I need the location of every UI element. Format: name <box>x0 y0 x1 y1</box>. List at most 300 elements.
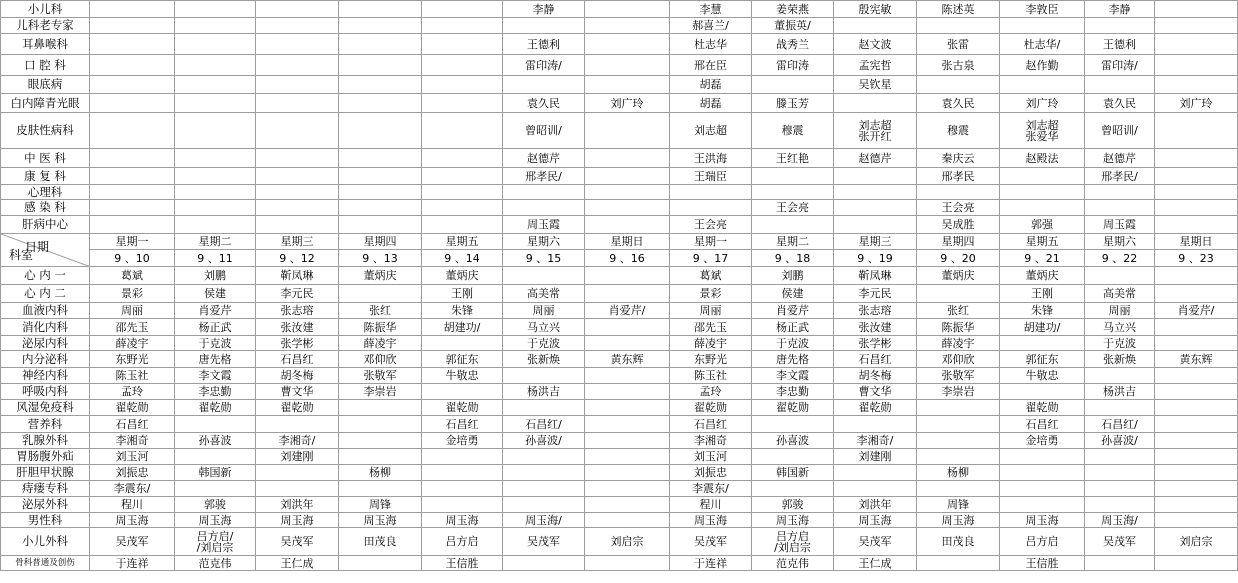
schedule-cell <box>585 465 670 481</box>
schedule-cell <box>339 18 422 34</box>
schedule-cell: 穆震 <box>917 113 1000 149</box>
schedule-cell: 刘广玲 <box>1155 94 1238 113</box>
schedule-cell: 肖爱芹/ <box>1155 303 1238 319</box>
schedule-cell: 杜志华/ <box>1000 34 1085 55</box>
department-label: 肝胆甲状腺 <box>0 465 90 481</box>
schedule-cell <box>752 168 834 185</box>
schedule-cell: 薛凌宇 <box>670 336 752 351</box>
department-label: 神经内科 <box>0 368 90 384</box>
schedule-cell <box>175 416 256 433</box>
schedule-cell: 葛斌 <box>670 267 752 285</box>
department-label: 小儿外科 <box>0 528 90 556</box>
schedule-cell: 高美常 <box>1085 285 1155 303</box>
schedule-cell: 杨柳 <box>339 465 422 481</box>
schedule-cell: 杨柳 <box>917 465 1000 481</box>
cell-line: 吕方启/ <box>196 529 234 543</box>
schedule-cell <box>90 200 175 216</box>
schedule-cell <box>90 185 175 200</box>
schedule-cell: 范克伟 <box>175 556 256 571</box>
schedule-cell: 吴茂军 <box>90 528 175 556</box>
schedule-cell: 孟玲 <box>90 384 175 400</box>
department-label: 消化内科 <box>0 319 90 336</box>
schedule-cell: 李震东/ <box>670 481 752 497</box>
schedule-cell <box>1155 556 1238 571</box>
schedule-cell: 邓仰欣 <box>917 351 1000 368</box>
schedule-cell: 周玉海 <box>834 513 917 528</box>
schedule-cell <box>834 185 917 200</box>
schedule-cell: 陈述英 <box>917 0 1000 18</box>
schedule-cell <box>834 481 917 497</box>
department-label: 口 腔 科 <box>0 55 90 76</box>
schedule-cell <box>175 113 256 149</box>
schedule-cell <box>256 465 339 481</box>
schedule-cell <box>585 497 670 513</box>
schedule-cell <box>1085 267 1155 285</box>
schedule-cell: 张敬军 <box>339 368 422 384</box>
schedule-cell: 郭强 <box>1000 216 1085 234</box>
schedule-cell: 金培勇 <box>422 433 503 449</box>
schedule-cell <box>503 267 585 285</box>
corner-date-label: 日期 <box>24 240 49 254</box>
schedule-cell: 胡冬梅 <box>256 368 339 384</box>
schedule-cell <box>752 185 834 200</box>
schedule-cell <box>256 76 339 94</box>
schedule-cell: 李文霞 <box>175 368 256 384</box>
schedule-cell <box>585 0 670 18</box>
schedule-cell: 曾昭训/ <box>1085 113 1155 149</box>
schedule-cell: 郭骏 <box>175 497 256 513</box>
schedule-cell <box>1000 497 1085 513</box>
schedule-cell <box>503 400 585 416</box>
weekday-header: 星期日 <box>585 234 670 250</box>
schedule-cell: 杨正武 <box>175 319 256 336</box>
schedule-cell <box>585 319 670 336</box>
schedule-cell <box>1155 200 1238 216</box>
schedule-cell <box>917 400 1000 416</box>
schedule-cell: 李湘奇 <box>670 433 752 449</box>
weekday-header: 星期二 <box>752 234 834 250</box>
schedule-cell <box>1155 319 1238 336</box>
schedule-cell: 王仁成 <box>834 556 917 571</box>
schedule-cell <box>834 216 917 234</box>
schedule-cell <box>339 449 422 465</box>
schedule-cell <box>256 0 339 18</box>
department-label: 骨科普通及创伤 <box>0 556 90 571</box>
schedule-cell <box>1085 449 1155 465</box>
schedule-cell: 周玉海 <box>90 513 175 528</box>
schedule-cell <box>1155 433 1238 449</box>
schedule-cell: 吕方启 <box>1000 528 1085 556</box>
date-header: 9 、13 <box>339 250 422 267</box>
schedule-cell: 刘振忠 <box>90 465 175 481</box>
schedule-cell <box>585 18 670 34</box>
schedule-cell: 田茂良 <box>917 528 1000 556</box>
schedule-cell: 周玉海/ <box>1085 513 1155 528</box>
schedule-cell <box>1000 449 1085 465</box>
schedule-cell: 陈玉社 <box>90 368 175 384</box>
schedule-cell: 王刚 <box>422 285 503 303</box>
schedule-cell <box>1155 336 1238 351</box>
schedule-cell: 杨洪吉 <box>1085 384 1155 400</box>
schedule-cell <box>1155 0 1238 18</box>
department-label: 耳鼻喉科 <box>0 34 90 55</box>
schedule-cell <box>422 336 503 351</box>
schedule-cell: 景彩 <box>670 285 752 303</box>
schedule-cell <box>585 400 670 416</box>
schedule-cell <box>1155 149 1238 168</box>
schedule-cell: 石昌红 <box>90 416 175 433</box>
department-label: 风湿免疫科 <box>0 400 90 416</box>
schedule-cell <box>256 113 339 149</box>
schedule-cell <box>1155 416 1238 433</box>
schedule-cell <box>834 416 917 433</box>
date-header: 9 、20 <box>917 250 1000 267</box>
schedule-cell: 张学彬 <box>256 336 339 351</box>
schedule-cell <box>339 94 422 113</box>
schedule-cell: 张汝建 <box>834 319 917 336</box>
schedule-cell <box>585 416 670 433</box>
schedule-cell: 雷印涛 <box>752 55 834 76</box>
schedule-cell <box>917 433 1000 449</box>
schedule-cell: 王会亮 <box>917 200 1000 216</box>
schedule-cell: 张志瑢 <box>256 303 339 319</box>
schedule-cell: 黄东辉 <box>585 351 670 368</box>
schedule-cell <box>175 481 256 497</box>
schedule-cell: 李元民 <box>256 285 339 303</box>
schedule-cell <box>422 449 503 465</box>
schedule-cell: 唐先格 <box>752 351 834 368</box>
schedule-cell <box>339 200 422 216</box>
schedule-cell <box>339 149 422 168</box>
schedule-cell: 滕玉芳 <box>752 94 834 113</box>
schedule-cell <box>1155 18 1238 34</box>
schedule-cell: 刘启宗 <box>1155 528 1238 556</box>
schedule-cell: 于克波 <box>503 336 585 351</box>
schedule-cell <box>585 168 670 185</box>
schedule-cell <box>1085 368 1155 384</box>
schedule-cell: 东野光 <box>670 351 752 368</box>
schedule-cell <box>834 168 917 185</box>
schedule-cell: 杨洪吉 <box>503 384 585 400</box>
schedule-cell: 翟乾勋 <box>175 400 256 416</box>
schedule-cell: 赵作勤 <box>1000 55 1085 76</box>
schedule-cell: 周玉海 <box>175 513 256 528</box>
schedule-cell: 范克伟 <box>752 556 834 571</box>
schedule-cell <box>1085 76 1155 94</box>
schedule-cell <box>585 513 670 528</box>
cell-line: 刘志超 <box>858 118 892 132</box>
schedule-cell: 刘建刚 <box>256 449 339 465</box>
schedule-cell <box>422 168 503 185</box>
schedule-cell <box>422 94 503 113</box>
department-label: 中 医 科 <box>0 149 90 168</box>
schedule-cell <box>503 465 585 481</box>
schedule-cell: 李慧 <box>670 0 752 18</box>
schedule-cell <box>90 34 175 55</box>
weekday-header: 星期三 <box>256 234 339 250</box>
date-header: 9 、12 <box>256 250 339 267</box>
schedule-cell: 翟乾勋 <box>670 400 752 416</box>
schedule-cell <box>503 76 585 94</box>
weekday-header: 星期五 <box>1000 234 1085 250</box>
schedule-cell: 于克波 <box>175 336 256 351</box>
date-header: 9 、22 <box>1085 250 1155 267</box>
schedule-cell <box>422 497 503 513</box>
schedule-cell: 赵文波 <box>834 34 917 55</box>
schedule-cell: 石昌红 <box>422 416 503 433</box>
schedule-cell <box>1155 185 1238 200</box>
schedule-cell: 周玉海 <box>752 513 834 528</box>
schedule-cell: 王瑞臣 <box>670 168 752 185</box>
schedule-cell: 吕方启 <box>422 528 503 556</box>
department-label: 肝病中心 <box>0 216 90 234</box>
schedule-cell: 杨正武 <box>752 319 834 336</box>
schedule-cell <box>339 433 422 449</box>
schedule-cell: 翟乾勋 <box>256 400 339 416</box>
date-header: 9 、11 <box>175 250 256 267</box>
schedule-cell: 刘志超 <box>670 113 752 149</box>
schedule-cell: 周玉海 <box>422 513 503 528</box>
corner-dept-label: 科室 <box>9 248 34 262</box>
schedule-cell <box>834 200 917 216</box>
schedule-cell: 周丽 <box>670 303 752 319</box>
schedule-cell: 于连祥 <box>90 556 175 571</box>
schedule-cell <box>256 18 339 34</box>
schedule-cell: 王德利 <box>503 34 585 55</box>
weekday-header: 星期三 <box>834 234 917 250</box>
schedule-cell: 刘玉河 <box>90 449 175 465</box>
schedule-cell <box>256 34 339 55</box>
schedule-cell <box>1085 481 1155 497</box>
schedule-cell <box>1085 185 1155 200</box>
schedule-cell: 刘洪年 <box>256 497 339 513</box>
schedule-cell: 王刚 <box>1000 285 1085 303</box>
schedule-cell <box>752 76 834 94</box>
schedule-cell: 石昌红/ <box>1085 416 1155 433</box>
schedule-cell: 翟乾勋 <box>834 400 917 416</box>
schedule-cell: 韩国新 <box>752 465 834 481</box>
date-header: 9 、16 <box>585 250 670 267</box>
schedule-cell <box>752 449 834 465</box>
schedule-cell <box>585 76 670 94</box>
schedule-cell: 张学彬 <box>834 336 917 351</box>
schedule-cell <box>1000 336 1085 351</box>
schedule-cell <box>339 34 422 55</box>
schedule-cell: 周锋 <box>339 497 422 513</box>
schedule-cell: 董炳庆 <box>339 267 422 285</box>
schedule-cell: 薛凌宇 <box>90 336 175 351</box>
schedule-cell: 孟宪哲 <box>834 55 917 76</box>
schedule-cell <box>256 94 339 113</box>
schedule-cell: 周玉海/ <box>503 513 585 528</box>
schedule-cell: 景彩 <box>90 285 175 303</box>
schedule-cell <box>256 185 339 200</box>
schedule-cell <box>339 113 422 149</box>
schedule-cell <box>585 481 670 497</box>
schedule-cell <box>175 34 256 55</box>
department-label: 呼吸内科 <box>0 384 90 400</box>
schedule-cell <box>422 481 503 497</box>
schedule-cell: 吴茂军 <box>670 528 752 556</box>
schedule-cell <box>917 481 1000 497</box>
schedule-cell <box>422 34 503 55</box>
schedule-cell <box>585 384 670 400</box>
schedule-cell: 刘广玲 <box>1000 94 1085 113</box>
schedule-cell <box>422 216 503 234</box>
schedule-cell: 邢孝民/ <box>503 168 585 185</box>
schedule-cell: 周锋 <box>917 497 1000 513</box>
schedule-cell <box>670 200 752 216</box>
schedule-cell <box>585 336 670 351</box>
schedule-cell <box>834 113 917 149</box>
schedule-cell: 肖爱芹 <box>175 303 256 319</box>
schedule-cell <box>585 200 670 216</box>
schedule-cell: 肖爱芹 <box>752 303 834 319</box>
schedule-cell <box>585 556 670 571</box>
schedule-cell: 邵先玉 <box>670 319 752 336</box>
schedule-cell: 王会亮 <box>670 216 752 234</box>
schedule-cell: 张汝建 <box>256 319 339 336</box>
schedule-cell <box>1000 200 1085 216</box>
schedule-cell: 董振英/ <box>752 18 834 34</box>
schedule-cell: 李静 <box>503 0 585 18</box>
schedule-cell: 周玉霞 <box>1085 216 1155 234</box>
schedule-cell: 郭征东 <box>422 351 503 368</box>
department-label: 皮肤性病科 <box>0 113 90 149</box>
schedule-cell: 殷宪敏 <box>834 0 917 18</box>
schedule-cell <box>917 556 1000 571</box>
date-header: 9 、18 <box>752 250 834 267</box>
schedule-cell: 孙喜波/ <box>1085 433 1155 449</box>
weekday-header: 星期五 <box>422 234 503 250</box>
schedule-cell <box>834 18 917 34</box>
schedule-cell <box>1155 384 1238 400</box>
date-header: 9 、21 <box>1000 250 1085 267</box>
schedule-cell <box>175 200 256 216</box>
schedule-cell: 袁久民 <box>503 94 585 113</box>
schedule-cell <box>422 18 503 34</box>
schedule-cell: 胡磊 <box>670 76 752 94</box>
schedule-cell: 张红 <box>339 303 422 319</box>
schedule-cell <box>339 285 422 303</box>
schedule-cell: 高美常 <box>503 285 585 303</box>
schedule-cell <box>752 528 834 556</box>
schedule-cell: 牛敬忠 <box>1000 368 1085 384</box>
schedule-cell <box>1000 168 1085 185</box>
schedule-cell: 靳凤琳 <box>834 267 917 285</box>
schedule-cell: 黄东辉 <box>1155 351 1238 368</box>
schedule-cell: 董炳庆 <box>422 267 503 285</box>
schedule-cell: 雷印涛/ <box>503 55 585 76</box>
schedule-cell: 金培勇 <box>1000 433 1085 449</box>
department-label: 乳腺外科 <box>0 433 90 449</box>
schedule-cell: 石昌红 <box>1000 416 1085 433</box>
schedule-cell: 孙喜波 <box>175 433 256 449</box>
schedule-cell: 张新焕 <box>1085 351 1155 368</box>
schedule-cell <box>175 149 256 168</box>
schedule-cell <box>175 18 256 34</box>
schedule-cell: 于连祥 <box>670 556 752 571</box>
schedule-cell <box>1000 384 1085 400</box>
department-label: 眼底病 <box>0 76 90 94</box>
schedule-cell: 李忠勤 <box>752 384 834 400</box>
schedule-cell <box>1155 497 1238 513</box>
schedule-cell <box>90 94 175 113</box>
schedule-cell <box>256 200 339 216</box>
schedule-cell: 李湘奇/ <box>256 433 339 449</box>
schedule-cell: 张雷 <box>917 34 1000 55</box>
weekday-header: 星期日 <box>1155 234 1238 250</box>
schedule-cell: 陈振华 <box>917 319 1000 336</box>
schedule-cell: 马立兴 <box>503 319 585 336</box>
schedule-cell: 李湘奇/ <box>834 433 917 449</box>
schedule-cell: 赵德芹 <box>1085 149 1155 168</box>
schedule-cell: 于克波 <box>1085 336 1155 351</box>
schedule-cell <box>1155 513 1238 528</box>
schedule-cell <box>503 481 585 497</box>
schedule-cell: 刘洪年 <box>834 497 917 513</box>
schedule-cell: 王信胜 <box>1000 556 1085 571</box>
schedule-cell: 周丽 <box>90 303 175 319</box>
schedule-cell <box>1155 34 1238 55</box>
schedule-cell <box>917 185 1000 200</box>
schedule-cell <box>90 18 175 34</box>
schedule-cell: 刘广玲 <box>585 94 670 113</box>
schedule-cell <box>917 416 1000 433</box>
schedule-cell <box>1155 285 1238 303</box>
department-label: 白内障青光眼 <box>0 94 90 113</box>
schedule-cell: 翟乾勋 <box>90 400 175 416</box>
weekday-header: 星期四 <box>339 234 422 250</box>
department-label: 康 复 科 <box>0 168 90 185</box>
schedule-cell <box>585 55 670 76</box>
schedule-cell <box>1155 449 1238 465</box>
schedule-cell <box>1085 400 1155 416</box>
schedule-cell <box>834 465 917 481</box>
schedule-cell <box>175 216 256 234</box>
schedule-cell <box>256 416 339 433</box>
date-header: 9 、14 <box>422 250 503 267</box>
schedule-cell: 赵殿法 <box>1000 149 1085 168</box>
schedule-cell: 董炳庆 <box>1000 267 1085 285</box>
schedule-cell: 韩国新 <box>175 465 256 481</box>
schedule-cell: 靳凤琳 <box>256 267 339 285</box>
schedule-cell: 侯建 <box>175 285 256 303</box>
schedule-cell: 董炳庆 <box>917 267 1000 285</box>
schedule-cell <box>1000 185 1085 200</box>
schedule-cell: 孟玲 <box>670 384 752 400</box>
schedule-cell <box>752 416 834 433</box>
schedule-cell <box>422 76 503 94</box>
schedule-cell: 周玉海 <box>670 513 752 528</box>
schedule-cell <box>1085 18 1155 34</box>
schedule-cell: 李静 <box>1085 0 1155 18</box>
schedule-cell <box>917 18 1000 34</box>
schedule-cell: 刘玉河 <box>670 449 752 465</box>
department-label: 心理科 <box>0 185 90 200</box>
schedule-cell: 田茂良 <box>339 528 422 556</box>
schedule-cell: 曹文华 <box>834 384 917 400</box>
schedule-cell <box>1000 18 1085 34</box>
schedule-cell <box>917 285 1000 303</box>
schedule-cell: 战秀兰 <box>752 34 834 55</box>
schedule-cell: 石昌红 <box>256 351 339 368</box>
schedule-cell: 翟乾勋 <box>422 400 503 416</box>
schedule-cell: 肖爱芹/ <box>585 303 670 319</box>
schedule-cell <box>1085 465 1155 481</box>
schedule-cell: 吴成胜 <box>917 216 1000 234</box>
schedule-cell: 李震东/ <box>90 481 175 497</box>
